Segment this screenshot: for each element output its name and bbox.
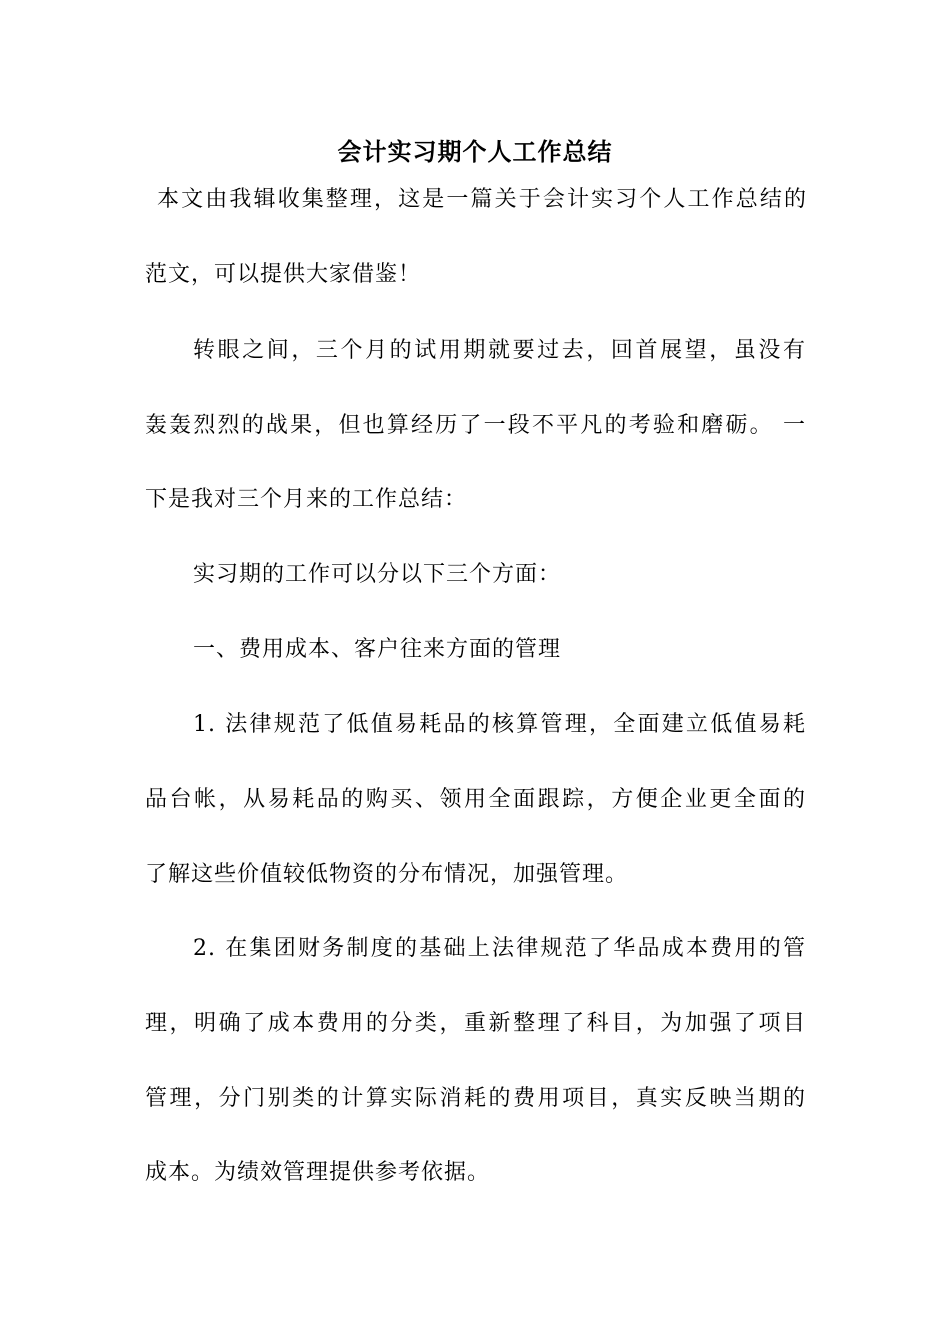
- paragraph-line-4: 轰轰烈烈的战果，但也算经历了一段不平凡的考验和磨砺。 一: [145, 413, 806, 438]
- section-heading: 一、费用成本、客户往来方面的管理: [193, 637, 562, 662]
- paragraph-line-14: 成本。为绩效管理提供参考依据。: [145, 1160, 491, 1185]
- document-title: 会计实习期个人工作总结: [337, 137, 613, 166]
- paragraph-line-12: 理，明确了成本费用的分类，重新整理了科目，为加强了项目: [145, 1011, 806, 1036]
- paragraph-line-11: 2. 在集团财务制度的基础上法律规范了华品成本费用的管: [193, 936, 806, 961]
- paragraph-line-5: 下是我对三个月来的工作总结：: [145, 487, 468, 512]
- paragraph-line-8: 1. 法律规范了低值易耗品的核算管理，全面建立低值易耗: [193, 712, 806, 737]
- paragraph-line-2: 范文，可以提供大家借鉴！: [145, 262, 422, 287]
- paragraph-line-10: 了解这些价值较低物资的分布情况，加强管理。: [145, 862, 629, 887]
- paragraph-line-3: 转眼之间，三个月的试用期就要过去，回首展望，虽没有: [193, 338, 806, 363]
- paragraph-line-6: 实习期的工作可以分以下三个方面：: [193, 562, 562, 587]
- paragraph-line-9: 品台帐，从易耗品的购买、领用全面跟踪，方便企业更全面的: [145, 787, 806, 812]
- paragraph-line-13: 管理，分门别类的计算实际消耗的费用项目，真实反映当期的: [145, 1086, 806, 1111]
- paragraph-line-1: 本文由我辑收集整理，这是一篇关于会计实习个人工作总结的: [157, 187, 807, 212]
